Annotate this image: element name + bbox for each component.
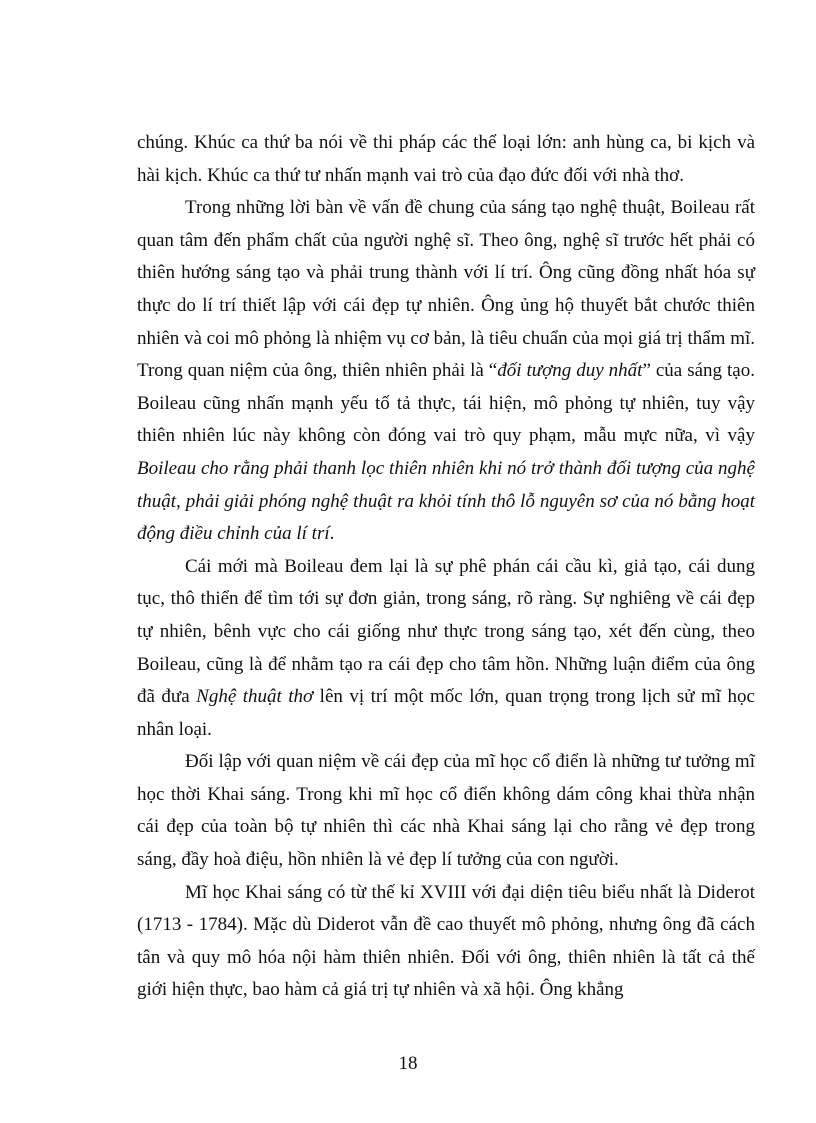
paragraph-4 bbox=[137, 746, 755, 876]
text-run: lên vị trí một mốc lớn, quan trọng trong lịch sử mĩ học nhân loại. bbox=[137, 686, 755, 740]
text-run: Trong những lời bàn về vấn đề chung của sáng tạo nghệ thuật, Boileau rất quan tâm đến phẩm chất của người nghệ sĩ. Theo ông, nghệ sĩ trước hết phải có thiên hướng sáng tạo và phải trung thành với lí trí. Ông cũng đồng nhất hóa sự thực do lí trí thiết lập với cái đẹp tự nhiên. Ông ủng hộ thuyết bắt chước thiên nhiên và coi mô phỏng là nhiệm vụ cơ bản, là tiêu chuẩn của mọi giá trị thẩm mĩ. Trong quan niệm của ông, thiên nhiên phải là “ bbox=[137, 197, 755, 382]
paragraph-1 bbox=[137, 127, 755, 192]
italic-run: Nghệ thuật thơ bbox=[196, 686, 314, 708]
text-run: chúng. Khúc ca thứ ba nói về thi pháp các thể loại lớn: anh hùng ca, bi kịch và hài kịch. Khúc ca thứ tư nhấn mạnh vai trò của đạo đức đối với nhà thơ. bbox=[137, 132, 755, 186]
text-run: ” của sáng tạo. Boileau cũng nhấn mạnh yếu tố tả thực, tái hiện, mô phỏng tự nhiên, tuy vậy thiên nhiên lúc này không còn đóng vai trò quy phạm, mẫu mực nữa, vì vậy bbox=[137, 360, 755, 447]
paragraph-5 bbox=[137, 877, 755, 1007]
text-run: . bbox=[329, 523, 335, 545]
body-text bbox=[137, 127, 755, 1007]
paragraph-2 bbox=[137, 192, 755, 551]
italic-run: đối tượng duy nhất bbox=[497, 360, 643, 382]
italic-run: Boileau cho rằng phải thanh lọc thiên nhiên khi nó trở thành đối tượng của nghệ thuật, phải giải phóng nghệ thuật ra khỏi tính thô lỗ nguyên sơ của nó bằng hoạt động điều chỉnh của lí trí bbox=[137, 457, 755, 545]
text-run: Mĩ học Khai sáng có từ thế kỉ XVIII với đại diện tiêu biểu nhất là Diderot (1713 - 1784). Mặc dù Diderot vẫn đề cao thuyết mô phỏng, nhưng ông đã cách tân và quy mô hóa nội hàm thiên nhiên. Đối với ông, thiên nhiên là tất cả thế giới hiện thực, bao hàm cả giá trị tự nhiên và xã hội. Ông khẳng bbox=[137, 881, 755, 1001]
text-run: Đối lập với quan niệm về cái đẹp của mĩ học cổ điển là những tư tưởng mĩ học thời Khai sáng. Trong khi mĩ học cổ điển không dám công khai thừa nhận cái đẹp của toàn bộ tự nhiên thì các nhà Khai sáng lại cho rằng vẻ đẹp trong sáng, đầy hoà điệu, hồn nhiên là vẻ đẹp lí tưởng của con người. bbox=[137, 751, 755, 871]
page-number: 18 bbox=[398, 1053, 418, 1074]
text-run: Cái mới mà Boileau đem lại là sự phê phán cái cầu kì, giả tạo, cái dung tục, thô thiển để tìm tới sự đơn giản, trong sáng, rõ ràng. Sự nghiêng về cái đẹp tự nhiên, bênh vực cho cái giống như thực trong sáng tạo, xét đến cùng, theo Boileau, cũng là để nhằm tạo ra cái đẹp cho tâm hồn. Những luận điểm của ông đã đưa bbox=[137, 555, 755, 708]
paragraph-3 bbox=[137, 551, 755, 747]
